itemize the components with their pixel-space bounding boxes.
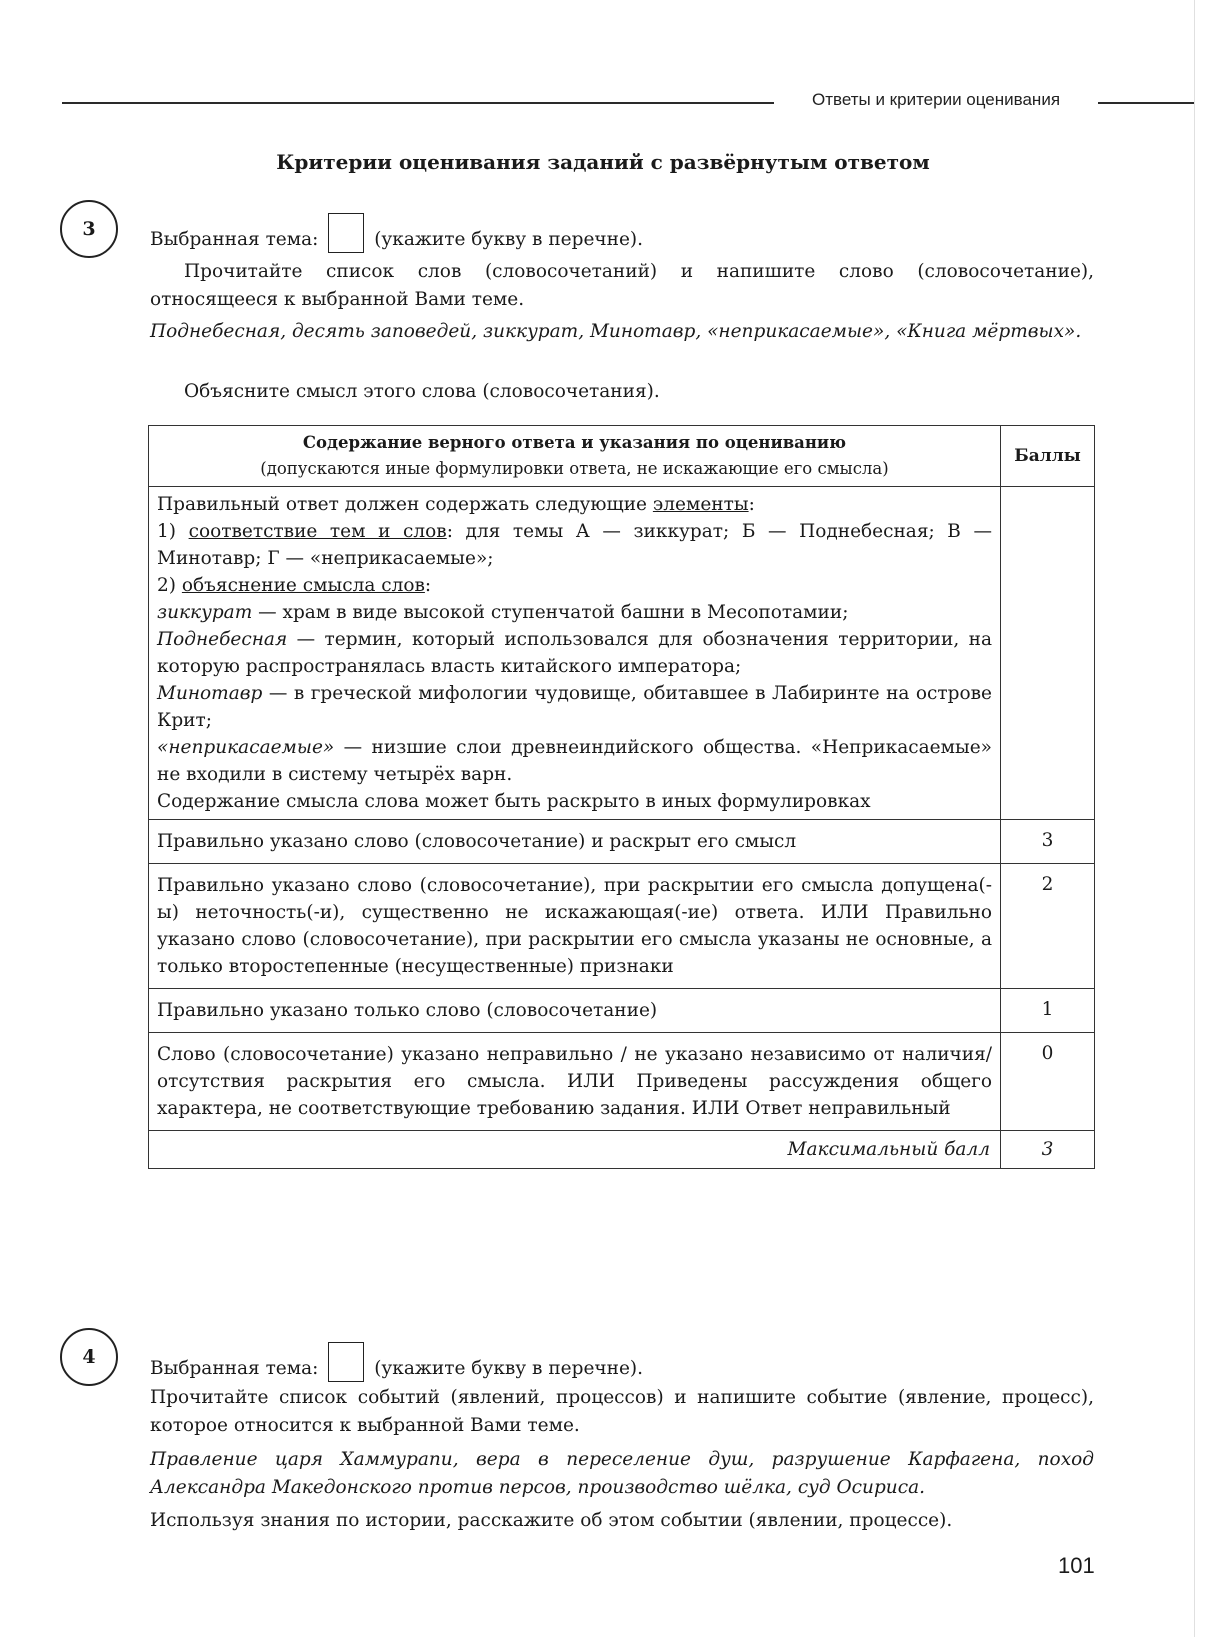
answer-score-cell: [1001, 487, 1095, 820]
definition-text: — храм в виде высокой ступенчатой башни в Месопотамии;: [252, 602, 849, 623]
criteria-text-cell: Слово (словосочетание) указано неправильно / не указано независимо от наличия/отсутствия раскрытия его смысла. ИЛИ Приведены рассуждения общего характера, не соответствующие требованию задания. ИЛИ Ответ неправильный: [149, 1033, 1001, 1131]
criteria-text-cell: Правильно указано только слово (словосочетание): [149, 989, 1001, 1033]
criteria-table: [148, 425, 1095, 1169]
criteria-header-title: Содержание верного ответа и указания по оцениванию: [302, 433, 847, 452]
task-4-tell: Используя знания по истории, расскажите об этом событии (явлении, процессе).: [150, 1510, 953, 1531]
criteria-score-cell: 2: [1001, 864, 1095, 989]
max-score-row: [149, 1131, 1095, 1169]
answer-item1-underlined: соответствие тем и слов: [188, 521, 447, 542]
criteria-score-cell: 1: [1001, 989, 1095, 1033]
task-4-topic-label: Выбранная тема:: [150, 1358, 319, 1379]
definition-text: — термин, который использовался для обозначения территории, на которую распространялась власть китайского императора;: [157, 629, 992, 677]
answer-item2-end: :: [424, 575, 432, 596]
task-3-topic-line: [150, 213, 643, 253]
answer-item1-number: 1): [157, 521, 176, 542]
answer-item2-underlined: объяснение смысла слов: [181, 575, 425, 596]
answer-content-cell: [149, 487, 1001, 820]
criteria-score-cell: 3: [1001, 820, 1095, 864]
criteria-header-cell: [149, 426, 1001, 487]
answer-intro: Правильный ответ должен содержать следующие: [157, 494, 647, 515]
criteria-text-cell: Правильно указано слово (словосочетание) и раскрыт его смысл: [149, 820, 1001, 864]
criteria-row: [149, 864, 1095, 989]
definition-term: зиккурат: [157, 602, 253, 623]
task-4-instruction: Прочитайте список событий (явлений, процессов) и напишите событие (явление, процесс), которое относится к выбранной Вами теме.: [150, 1387, 1094, 1436]
criteria-row: [149, 820, 1095, 864]
task-3-instruction: Прочитайте список слов (словосочетаний) и напишите слово (словосочетание), относящееся к выбранной Вами теме.: [150, 261, 1094, 310]
criteria-header-note: (допускаются иные формулировки ответа, не искажающие его смысла): [260, 459, 889, 478]
answer-intro-end: :: [748, 494, 755, 515]
answer-row: [149, 487, 1095, 820]
task-3-word-list: Поднебесная, десять заповедей, зиккурат, Минотавр, «неприкасаемые», «Книга мёртвых».: [150, 321, 1082, 342]
task-3-topic-hint: (укажите букву в перечне).: [374, 229, 644, 250]
criteria-row: [149, 1033, 1095, 1131]
task-4-topic-line: [150, 1342, 643, 1382]
task-4-number-circle: 4: [60, 1328, 118, 1386]
task-3-explain: Объясните смысл этого слова (словосочетания).: [184, 381, 660, 402]
max-score-value: 3: [1001, 1131, 1095, 1169]
definition-term: Поднебесная: [157, 629, 288, 650]
task-3-topic-box[interactable]: [328, 213, 364, 253]
definition-text: — в греческой мифологии чудовище, обитавшее в Лабиринте на острове Крит;: [157, 683, 992, 731]
task-4-topic-hint: (укажите букву в перечне).: [374, 1358, 644, 1379]
header-rule-right: [1098, 102, 1194, 104]
definition-term: Минотавр: [157, 683, 263, 704]
answer-item1-text: : для темы А — зиккурат; Б — Поднебесная; В — Минотавр; Г — «неприкасаемые»;: [157, 521, 992, 569]
definition-term: «неприкасаемые»: [157, 737, 335, 758]
score-header-cell: Баллы: [1001, 426, 1095, 487]
task-4-event-list: Правление царя Хаммурапи, вера в переселение душ, разрушение Карфагена, поход Александра Македонского против персов, производство шёлка, суд Осириса.: [150, 1449, 1094, 1498]
page-number: 101: [1058, 1553, 1095, 1578]
task-3-topic-label: Выбранная тема:: [150, 229, 319, 250]
criteria-score-cell: 0: [1001, 1033, 1095, 1131]
answer-item2-number: 2): [157, 575, 176, 596]
criteria-row: [149, 989, 1095, 1033]
criteria-table-header-row: [149, 426, 1095, 487]
definition-text: — низшие слои древнеиндийского общества. «Неприкасаемые» не входили в систему четырёх варн.: [157, 737, 992, 785]
answer-closing: Содержание смысла слова может быть раскрыто в иных формулировках: [157, 791, 871, 812]
running-header: Ответы и критерии оценивания: [812, 90, 1061, 109]
max-score-label: Максимальный балл: [149, 1131, 1001, 1169]
answer-intro-underlined: элементы: [652, 494, 749, 515]
page-title: Критерии оценивания заданий с развёрнутым ответом: [276, 150, 930, 174]
page-edge-line: [1194, 0, 1195, 1637]
criteria-text-cell: Правильно указано слово (словосочетание), при раскрытии его смысла допущена(-ы) неточность(-и), существенно не искажающая(-ие) ответа. ИЛИ Правильно указано слово (словосочетание), при раскрытии его смысла указаны не основные, а только второстепенные (несущественные) признаки: [149, 864, 1001, 989]
task-3-number-circle: 3: [60, 200, 118, 258]
task-4-topic-box[interactable]: [328, 1342, 364, 1382]
header-rule-left: [62, 102, 774, 104]
